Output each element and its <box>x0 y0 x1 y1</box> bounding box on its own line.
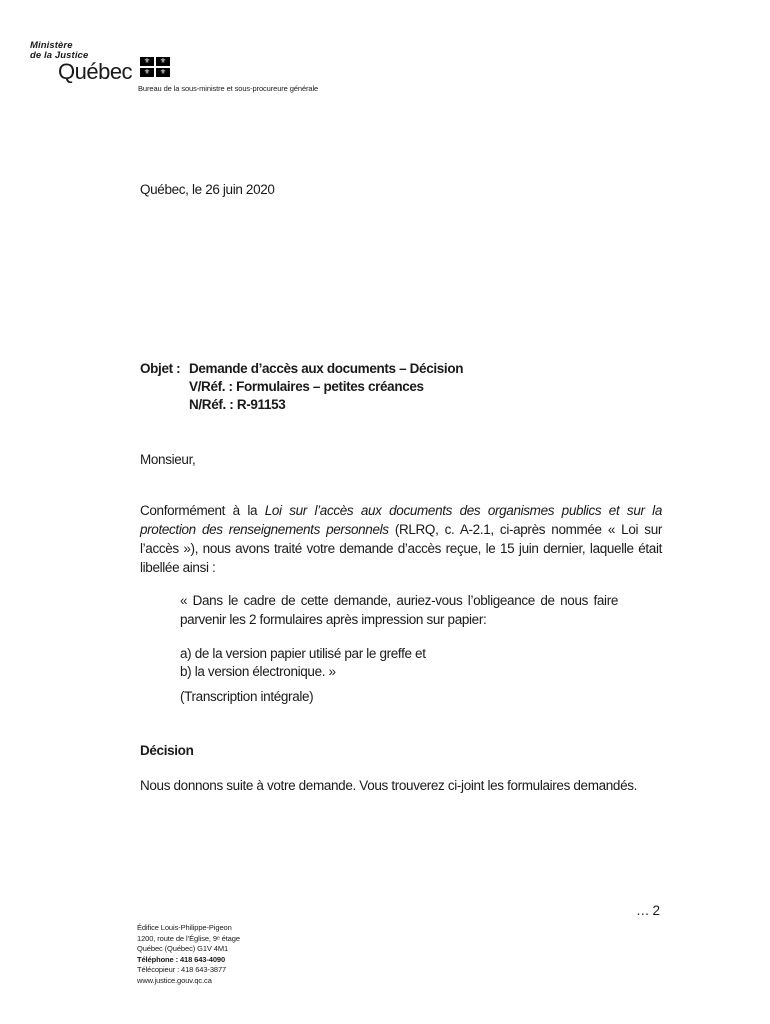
salutation: Monsieur, <box>140 452 196 467</box>
fleur-de-lis-icon: ⚜ <box>140 68 154 77</box>
fleur-de-lis-icon: ⚜ <box>140 57 154 66</box>
fleur-de-lis-icon: ⚜ <box>156 68 170 77</box>
letterhead <box>30 40 370 100</box>
intro-rest: (RLRQ, c. A-2.1, ci-après nommée « Loi sur l’accès »), nous avons traité votre demande d’accès reçue, le 15 juin dernier, laquelle était libellée ainsi : <box>140 522 662 575</box>
footer-phone: Téléphone : 418 643-4090 <box>137 954 226 964</box>
footer-website: www.justice.gouv.qc.ca <box>137 975 212 985</box>
footer-fax: Télécopieur : 418 643-3877 <box>137 965 227 974</box>
our-reference: N/Réf. : R-91153 <box>189 397 286 412</box>
letter-date: Québec, le 26 juin 2020 <box>140 182 275 197</box>
bureau-name: Bureau de la sous-ministre et sous-procureure générale <box>138 84 319 93</box>
decision-heading: Décision <box>140 743 194 758</box>
quote-item-a: a) de la version papier utilisé par le greffe et <box>180 646 426 661</box>
ministry-name: Ministère <box>30 40 73 51</box>
law-title: Loi sur l’accès aux documents des organismes publics et sur la protection des renseignements personnels <box>140 503 662 537</box>
transcription-note: (Transcription intégrale) <box>180 689 314 704</box>
footer-street: 1200, route de l’Église, 9ᵉ étage <box>137 933 240 943</box>
quote-item-b: b) la version électronique. » <box>180 664 336 679</box>
your-reference: V/Réf. : Formulaires – petites créances <box>189 379 424 394</box>
quebec-flag-icon <box>140 57 170 77</box>
intro-paragraph <box>140 501 662 577</box>
quebec-wordmark: Québec <box>58 59 133 84</box>
decision-text: Nous donnons suite à votre demande. Vous trouverez ci-joint les formulaires demandés. <box>140 778 638 793</box>
ministry-justice: de la Justice <box>30 50 89 61</box>
fleur-de-lis-icon: ⚜ <box>156 57 170 66</box>
intro-text: Conformément à la <box>140 503 265 518</box>
footer-address <box>137 923 240 986</box>
footer-building: Édifice Louis-Philippe-Pigeon <box>137 923 232 932</box>
subject-line: Demande d’accès aux documents – Décision <box>189 361 464 376</box>
page-continuation: … 2 <box>636 903 660 918</box>
footer-city: Québec (Québec) G1V 4M1 <box>137 944 229 953</box>
subject-label: Objet : <box>140 361 181 376</box>
quoted-request: « Dans le cadre de cette demande, auriez-vous l’obligeance de nous faire parvenir les 2 formulaires après impression sur papier: <box>180 593 618 627</box>
